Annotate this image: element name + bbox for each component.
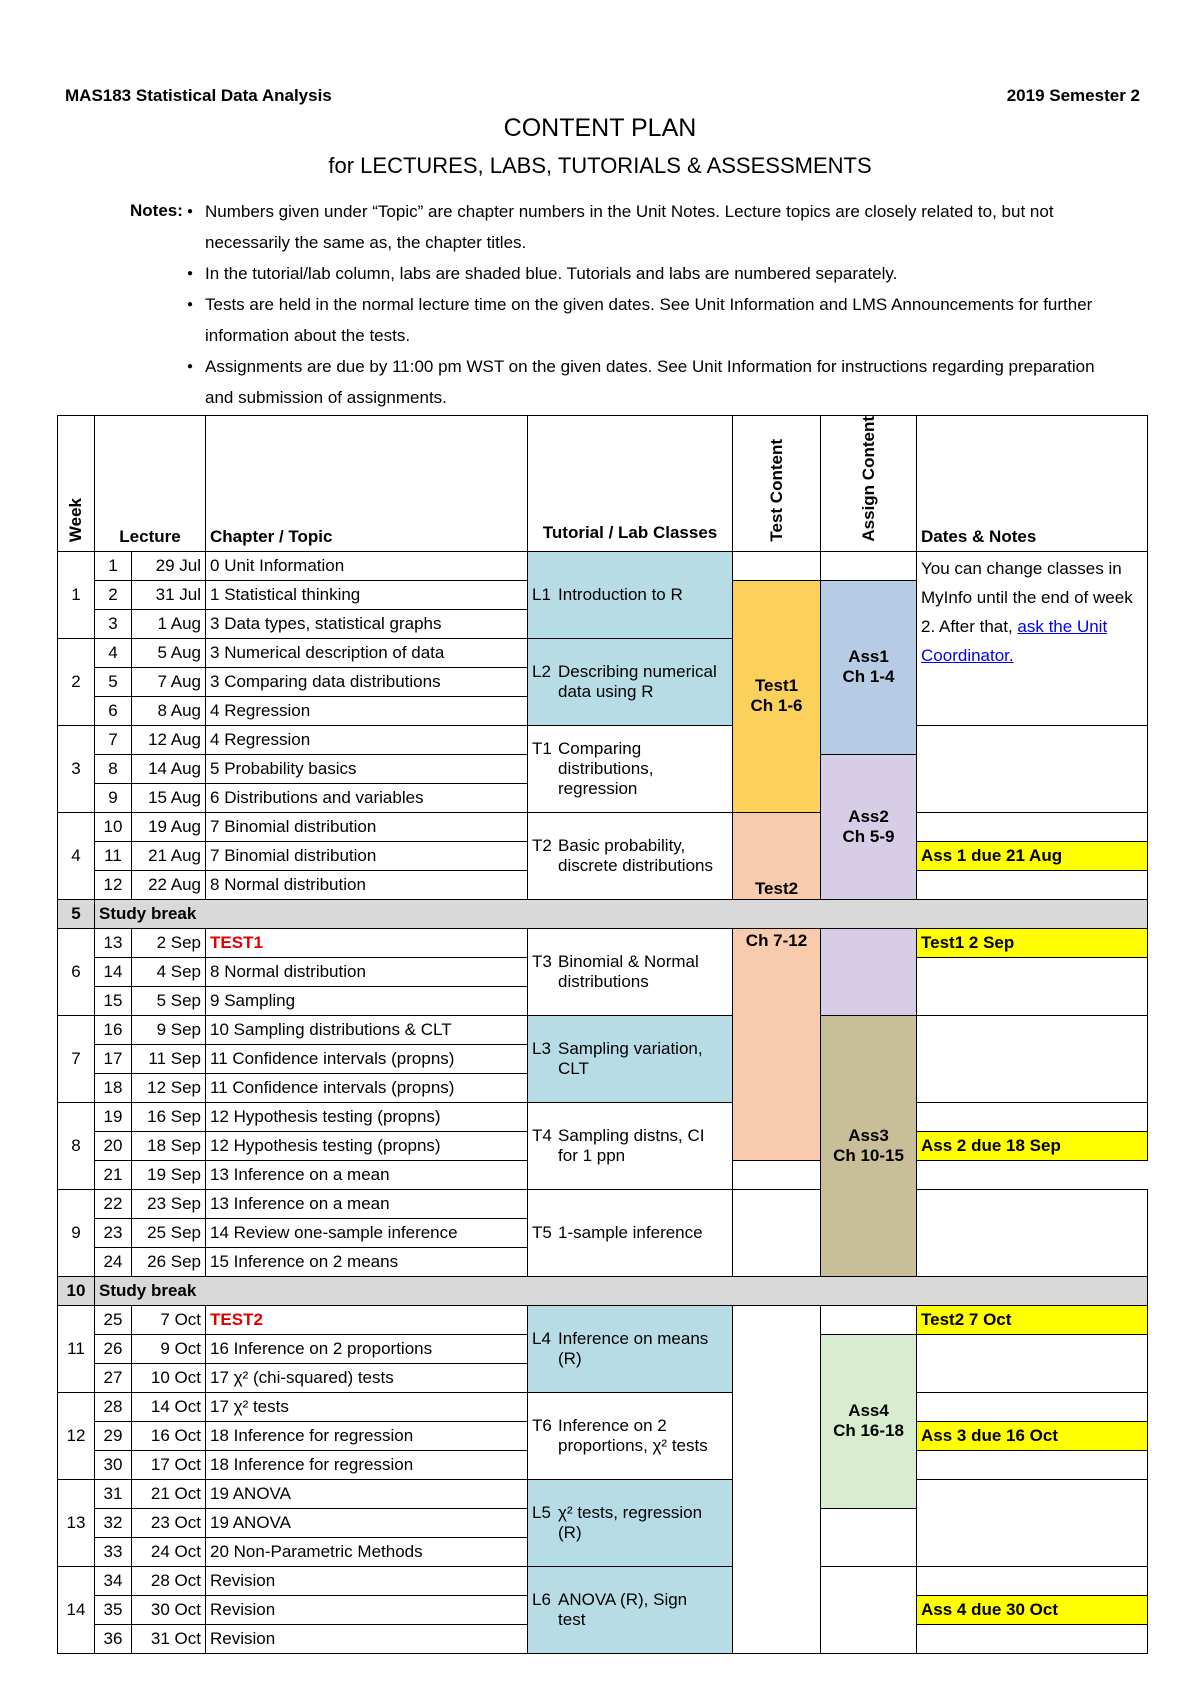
- lecture-date: 14 Oct: [132, 1392, 206, 1421]
- coordinator-link[interactable]: ask the Unit Coordinator.: [921, 616, 1108, 665]
- lecture-number: 15: [95, 986, 132, 1015]
- dates-cell-empty: [917, 1566, 1148, 1595]
- page-title: CONTENT PLAN: [503, 114, 697, 142]
- col-week: Week: [58, 416, 95, 552]
- lecture-topic: TEST1: [206, 928, 528, 957]
- lecture-number: 3: [95, 609, 132, 638]
- lecture-number: 12: [95, 870, 132, 899]
- lecture-topic: 11 Confidence intervals (propns): [206, 1044, 528, 1073]
- lecture-number: 18: [95, 1073, 132, 1102]
- table-row: [58, 1479, 1148, 1508]
- test-cell-empty: [733, 551, 821, 580]
- semester: 2019 Semester 2: [1006, 86, 1140, 105]
- tutlab-cell: T1 Comparing distributions, regression: [528, 725, 733, 812]
- lecture-date: 1 Aug: [132, 609, 206, 638]
- ass1-due-note: Ass 1 due 21 Aug: [917, 841, 1148, 870]
- week-number: 12: [58, 1392, 95, 1479]
- lecture-number: 28: [95, 1392, 132, 1421]
- lecture-topic: 7 Binomial distribution: [206, 812, 528, 841]
- week-number: 13: [58, 1479, 95, 1566]
- lecture-date: 12 Aug: [132, 725, 206, 754]
- lecture-date: 5 Sep: [132, 986, 206, 1015]
- dates-cell-empty: [917, 812, 1148, 841]
- lecture-number: 22: [95, 1189, 132, 1218]
- lecture-number: 11: [95, 841, 132, 870]
- lecture-date: 30 Oct: [132, 1595, 206, 1624]
- lecture-date: 23 Oct: [132, 1508, 206, 1537]
- lecture-topic: 5 Probability basics: [206, 754, 528, 783]
- table-row: [58, 1305, 1148, 1334]
- lecture-topic: 18 Inference for regression: [206, 1450, 528, 1479]
- week-number: 10: [58, 1276, 95, 1305]
- week-number: 4: [58, 812, 95, 899]
- lecture-topic: 18 Inference for regression: [206, 1421, 528, 1450]
- week-number: 7: [58, 1015, 95, 1102]
- lecture-number: 6: [95, 696, 132, 725]
- classes-note: You can change classes in MyInfo until the end of week 2. After that, ask the Unit Coordinator.: [917, 551, 1148, 725]
- lecture-topic: 4 Regression: [206, 725, 528, 754]
- week-number: 11: [58, 1305, 95, 1392]
- lecture-date: 28 Oct: [132, 1566, 206, 1595]
- ass2-block: Ass2 Ch 5-9: [821, 754, 917, 899]
- lecture-topic: 12 Hypothesis testing (propns): [206, 1131, 528, 1160]
- lecture-topic: 4 Regression: [206, 696, 528, 725]
- ass2-due-note: Ass 2 due 18 Sep: [917, 1131, 1148, 1160]
- lecture-number: 7: [95, 725, 132, 754]
- table-row: [58, 1392, 1148, 1421]
- lecture-number: 33: [95, 1537, 132, 1566]
- table-row: [58, 1189, 1148, 1218]
- page-subtitle: for LECTURES, LABS, TUTORIALS & ASSESSMENTS: [328, 153, 872, 178]
- lecture-date: 19 Sep: [132, 1160, 206, 1189]
- lecture-date: 25 Sep: [132, 1218, 206, 1247]
- tutlab-cell: T6 Inference on 2 proportions, χ² tests: [528, 1392, 733, 1479]
- ass4-block: Ass4 Ch 16-18: [821, 1334, 917, 1508]
- ass3-block: Ass3 Ch 10-15: [821, 1015, 917, 1276]
- lecture-topic: 12 Hypothesis testing (propns): [206, 1102, 528, 1131]
- lecture-topic: 0 Unit Information: [206, 551, 528, 580]
- test1-block: Test1 Ch 1-6: [733, 580, 821, 812]
- lecture-date: 16 Oct: [132, 1421, 206, 1450]
- lecture-number: 32: [95, 1508, 132, 1537]
- tutlab-cell: L1 Introduction to R: [528, 551, 733, 638]
- col-assign: Assign Content: [821, 416, 917, 552]
- study-break-label: Study break: [95, 899, 1148, 928]
- tutlab-cell: L4 Inference on means (R): [528, 1305, 733, 1392]
- lecture-topic: 15 Inference on 2 means: [206, 1247, 528, 1276]
- lecture-date: 29 Jul: [132, 551, 206, 580]
- lecture-date: 26 Sep: [132, 1247, 206, 1276]
- lecture-date: 31 Jul: [132, 580, 206, 609]
- dates-cell-empty: [917, 957, 1148, 1015]
- table-row: [58, 551, 1148, 580]
- assign-cell-empty: [821, 551, 917, 580]
- lecture-number: 27: [95, 1363, 132, 1392]
- lecture-number: 5: [95, 667, 132, 696]
- lecture-topic: TEST2: [206, 1305, 528, 1334]
- lecture-topic: 13 Inference on a mean: [206, 1160, 528, 1189]
- lecture-topic: 3 Data types, statistical graphs: [206, 609, 528, 638]
- lecture-date: 10 Oct: [132, 1363, 206, 1392]
- notes-label: Notes:: [130, 201, 183, 220]
- test1-date-note: Test1 2 Sep: [917, 928, 1148, 957]
- note-item: ● Tests are held in the normal lecture time on the given dates. See Unit Information and LMS Announcements for further information about the tests.: [205, 289, 1125, 351]
- lecture-number: 36: [95, 1624, 132, 1653]
- dates-cell-empty: [917, 1189, 1148, 1276]
- lecture-topic: 3 Numerical description of data: [206, 638, 528, 667]
- lecture-date: 12 Sep: [132, 1073, 206, 1102]
- lecture-number: 35: [95, 1595, 132, 1624]
- tutlab-cell: L6 ANOVA (R), Sign test: [528, 1566, 733, 1653]
- lecture-topic: 11 Confidence intervals (propns): [206, 1073, 528, 1102]
- lecture-number: 29: [95, 1421, 132, 1450]
- lecture-topic: 8 Normal distribution: [206, 957, 528, 986]
- table-header-row: [58, 416, 1148, 552]
- study-break-row: [58, 899, 1148, 928]
- lecture-topic: 6 Distributions and variables: [206, 783, 528, 812]
- tutlab-cell: T4 Sampling distns, CI for 1 ppn: [528, 1102, 733, 1189]
- lecture-number: 9: [95, 783, 132, 812]
- col-topic: Chapter / Topic: [206, 416, 528, 552]
- test-cell-empty: [733, 1305, 821, 1653]
- lecture-number: 1: [95, 551, 132, 580]
- lecture-date: 24 Oct: [132, 1537, 206, 1566]
- lecture-number: 26: [95, 1334, 132, 1363]
- col-lecture: Lecture: [95, 416, 206, 552]
- lecture-date: 17 Oct: [132, 1450, 206, 1479]
- lecture-date: 21 Oct: [132, 1479, 206, 1508]
- lecture-topic: 13 Inference on a mean: [206, 1189, 528, 1218]
- col-tutlab: Tutorial / Lab Classes: [528, 416, 733, 552]
- lecture-number: 16: [95, 1015, 132, 1044]
- lecture-date: 31 Oct: [132, 1624, 206, 1653]
- week-number: 6: [58, 928, 95, 1015]
- lecture-topic: 17 χ² tests: [206, 1392, 528, 1421]
- lecture-date: 15 Aug: [132, 783, 206, 812]
- note-item: ● Assignments are due by 11:00 pm WST on the given dates. See Unit Information for instructions regarding preparation and submission of assignments.: [205, 351, 1125, 413]
- lecture-number: 20: [95, 1131, 132, 1160]
- assign-cell-empty: [821, 1566, 917, 1653]
- lecture-topic: 17 χ² (chi-squared) tests: [206, 1363, 528, 1392]
- week-number: 14: [58, 1566, 95, 1653]
- lecture-number: 31: [95, 1479, 132, 1508]
- table-row: [58, 725, 1148, 754]
- content-plan-table: [57, 415, 1148, 1654]
- lecture-topic: Revision: [206, 1566, 528, 1595]
- dates-cell-empty: [917, 725, 1148, 812]
- lecture-topic: 19 ANOVA: [206, 1508, 528, 1537]
- note-item: ● In the tutorial/lab column, labs are shaded blue. Tutorials and labs are numbered separately.: [205, 258, 1125, 289]
- lecture-topic: Revision: [206, 1595, 528, 1624]
- lecture-topic: 16 Inference on 2 proportions: [206, 1334, 528, 1363]
- lecture-date: 23 Sep: [132, 1189, 206, 1218]
- test2-chapters: Ch 7-12: [733, 928, 821, 1160]
- table-row: [58, 1102, 1148, 1131]
- week-number: 5: [58, 899, 95, 928]
- study-break-label: Study break: [95, 1276, 1148, 1305]
- test-cell-empty: [733, 1189, 821, 1276]
- study-break-row: [58, 1276, 1148, 1305]
- lecture-topic: 1 Statistical thinking: [206, 580, 528, 609]
- lecture-date: 5 Aug: [132, 638, 206, 667]
- test2-date-note: Test2 7 Oct: [917, 1305, 1148, 1334]
- lecture-number: 10: [95, 812, 132, 841]
- dates-cell-empty: [917, 1392, 1148, 1421]
- lecture-date: 11 Sep: [132, 1044, 206, 1073]
- ass3-due-note: Ass 3 due 16 Oct: [917, 1421, 1148, 1450]
- lecture-number: 19: [95, 1102, 132, 1131]
- week-number: 3: [58, 725, 95, 812]
- tutlab-cell: T2 Basic probability, discrete distributions: [528, 812, 733, 899]
- lecture-topic: 8 Normal distribution: [206, 870, 528, 899]
- ass2-block-continued: [821, 928, 917, 1015]
- lecture-topic: Revision: [206, 1624, 528, 1653]
- note-item: ● Numbers given under “Topic” are chapter numbers in the Unit Notes. Lecture topics are closely related to, but not necessarily the same as, the chapter titles.: [205, 196, 1125, 258]
- lecture-date: 7 Oct: [132, 1305, 206, 1334]
- lecture-date: 9 Oct: [132, 1334, 206, 1363]
- lecture-number: 21: [95, 1160, 132, 1189]
- dates-cell-empty: [917, 1450, 1148, 1479]
- lecture-date: 22 Aug: [132, 870, 206, 899]
- tutlab-cell: T3 Binomial & Normal distributions: [528, 928, 733, 1015]
- lecture-date: 2 Sep: [132, 928, 206, 957]
- tutlab-cell: T5 1-sample inference: [528, 1189, 733, 1276]
- lecture-number: 34: [95, 1566, 132, 1595]
- lecture-date: 21 Aug: [132, 841, 206, 870]
- dates-cell-empty: [917, 870, 1148, 899]
- lecture-topic: 20 Non-Parametric Methods: [206, 1537, 528, 1566]
- test2-label: Test2: [733, 812, 821, 899]
- notes-list: [205, 196, 1125, 413]
- lecture-topic: 9 Sampling: [206, 986, 528, 1015]
- lecture-number: 14: [95, 957, 132, 986]
- lecture-number: 13: [95, 928, 132, 957]
- week-number: 2: [58, 638, 95, 725]
- week-number: 8: [58, 1102, 95, 1189]
- lecture-topic: 3 Comparing data distributions: [206, 667, 528, 696]
- table-row: [58, 928, 1148, 957]
- dates-cell-empty: [917, 1334, 1148, 1392]
- lecture-topic: 19 ANOVA: [206, 1479, 528, 1508]
- tutlab-cell: L5 χ² tests, regression (R): [528, 1479, 733, 1566]
- lecture-date: 9 Sep: [132, 1015, 206, 1044]
- lecture-number: 8: [95, 754, 132, 783]
- lecture-date: 14 Aug: [132, 754, 206, 783]
- tutlab-cell: L3 Sampling variation, CLT: [528, 1015, 733, 1102]
- lecture-date: 18 Sep: [132, 1131, 206, 1160]
- lecture-number: 25: [95, 1305, 132, 1334]
- ass1-block: Ass1 Ch 1-4: [821, 580, 917, 754]
- assign-cell-empty: [821, 1305, 917, 1334]
- col-test: Test Content: [733, 416, 821, 552]
- tutlab-cell: L2 Describing numerical data using R: [528, 638, 733, 725]
- lecture-number: 30: [95, 1450, 132, 1479]
- table-row: [58, 1566, 1148, 1595]
- lecture-date: 4 Sep: [132, 957, 206, 986]
- dates-cell-empty: [917, 1102, 1148, 1131]
- lecture-date: 8 Aug: [132, 696, 206, 725]
- table-row: [58, 812, 1148, 841]
- lecture-number: 2: [95, 580, 132, 609]
- lecture-number: 23: [95, 1218, 132, 1247]
- dates-cell-empty: [917, 1015, 1148, 1102]
- unit-name: MAS183 Statistical Data Analysis: [65, 86, 332, 105]
- lecture-topic: 10 Sampling distributions & CLT: [206, 1015, 528, 1044]
- week-number: 9: [58, 1189, 95, 1276]
- col-dates: Dates & Notes: [917, 416, 1148, 552]
- lecture-number: 24: [95, 1247, 132, 1276]
- dates-cell-empty: [917, 1624, 1148, 1653]
- lecture-date: 19 Aug: [132, 812, 206, 841]
- lecture-topic: 7 Binomial distribution: [206, 841, 528, 870]
- lecture-number: 17: [95, 1044, 132, 1073]
- table-row: [58, 1015, 1148, 1044]
- dates-cell-empty: [917, 1479, 1148, 1566]
- dates-cell-empty: [733, 1160, 821, 1189]
- lecture-topic: 14 Review one-sample inference: [206, 1218, 528, 1247]
- lecture-number: 4: [95, 638, 132, 667]
- lecture-date: 7 Aug: [132, 667, 206, 696]
- ass4-due-note: Ass 4 due 30 Oct: [917, 1595, 1148, 1624]
- week-number: 1: [58, 551, 95, 638]
- lecture-date: 16 Sep: [132, 1102, 206, 1131]
